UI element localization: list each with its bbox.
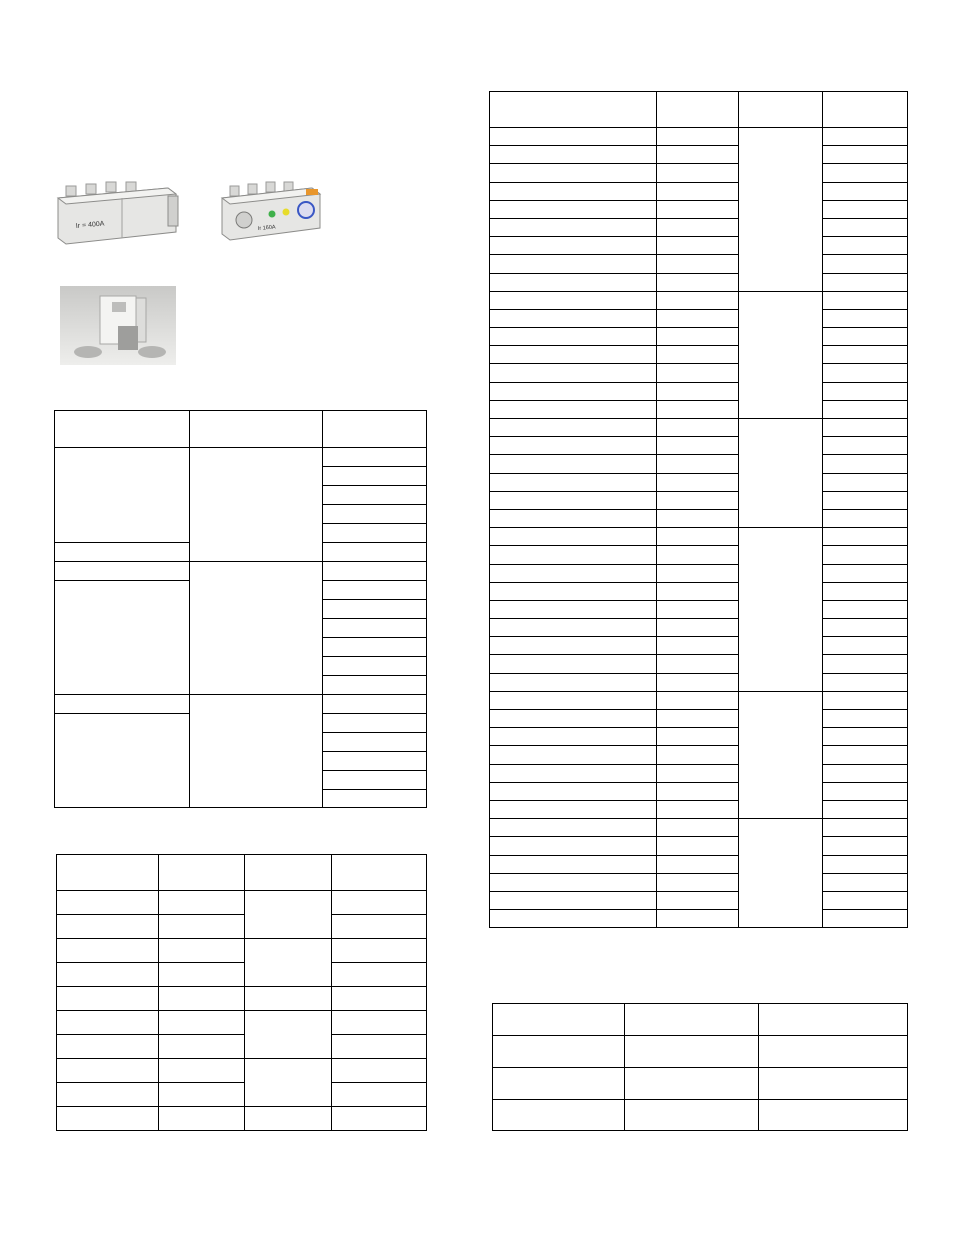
table-c	[489, 91, 908, 928]
table-cell	[823, 291, 908, 309]
table-cell	[323, 714, 427, 733]
table-cell	[490, 146, 657, 164]
table-cell	[823, 419, 908, 437]
table-cell	[490, 837, 657, 855]
table-cell	[823, 309, 908, 327]
table-cell	[823, 328, 908, 346]
table-cell	[490, 673, 657, 691]
table-b-header-cell	[159, 855, 245, 891]
table-cell	[57, 891, 159, 915]
table-cell	[323, 467, 427, 486]
table-cell	[490, 182, 657, 200]
table-row	[490, 291, 908, 309]
table-cell	[759, 1036, 908, 1068]
table-cell	[657, 400, 739, 418]
table-cell	[490, 218, 657, 236]
table-cell	[57, 1011, 159, 1035]
table-a-header-row	[55, 411, 427, 448]
table-cell	[823, 891, 908, 909]
table-row	[490, 655, 908, 673]
table-row	[55, 448, 427, 467]
table-row	[57, 939, 427, 963]
table-cell	[823, 182, 908, 200]
table-row	[490, 255, 908, 273]
table-cell	[245, 891, 332, 939]
table-cell	[332, 1011, 427, 1035]
table-row	[490, 691, 908, 709]
table-row	[490, 146, 908, 164]
table-row	[490, 273, 908, 291]
table-cell	[490, 910, 657, 928]
table-cell	[332, 891, 427, 915]
table-d-header-cell	[493, 1004, 625, 1036]
table-row	[57, 1011, 427, 1035]
table-cell	[657, 619, 739, 637]
table-cell	[823, 218, 908, 236]
table-cell	[55, 714, 190, 808]
table-row	[490, 528, 908, 546]
table-cell	[190, 695, 323, 808]
table-cell	[490, 891, 657, 909]
table-cell	[490, 273, 657, 291]
table-cell	[657, 819, 739, 837]
table-row	[55, 695, 427, 714]
table-cell	[55, 562, 190, 581]
table-cell	[323, 790, 427, 808]
table-cell	[323, 486, 427, 505]
table-cell	[490, 855, 657, 873]
table-cell	[490, 309, 657, 327]
table-cell	[190, 448, 323, 562]
table-row	[490, 218, 908, 236]
table-cell	[823, 910, 908, 928]
table-cell	[490, 419, 657, 437]
table-row	[490, 455, 908, 473]
table-cell	[490, 655, 657, 673]
table-cell	[657, 382, 739, 400]
table-cell	[823, 455, 908, 473]
table-cell	[159, 1011, 245, 1035]
table-cell	[323, 619, 427, 638]
table-row	[490, 710, 908, 728]
table-row	[490, 546, 908, 564]
table-cell	[657, 546, 739, 564]
table-row	[490, 400, 908, 418]
table-cell	[739, 528, 823, 692]
table-row	[55, 562, 427, 581]
table-cell	[159, 1083, 245, 1107]
table-cell	[55, 543, 190, 562]
table-cell	[823, 782, 908, 800]
table-a	[54, 410, 427, 808]
table-cell	[490, 528, 657, 546]
table-cell	[657, 637, 739, 655]
table-row	[57, 1059, 427, 1083]
table-cell	[657, 218, 739, 236]
table-d	[492, 1003, 908, 1131]
table-cell	[823, 364, 908, 382]
table-row	[493, 1036, 908, 1068]
table-cell	[823, 800, 908, 818]
table-cell	[490, 164, 657, 182]
table-cell	[823, 600, 908, 618]
table-cell	[323, 695, 427, 714]
table-row	[493, 1100, 908, 1131]
table-c-header-cell	[823, 92, 908, 128]
terminal-lug-icon	[60, 286, 176, 365]
table-row	[490, 673, 908, 691]
table-row	[490, 800, 908, 818]
table-row	[490, 128, 908, 146]
table-cell	[323, 771, 427, 790]
table-row	[490, 346, 908, 364]
table-cell	[823, 855, 908, 873]
table-cell	[823, 637, 908, 655]
table-cell	[823, 728, 908, 746]
table-cell	[323, 638, 427, 657]
table-cell	[823, 255, 908, 273]
table-row	[490, 619, 908, 637]
table-cell	[490, 382, 657, 400]
table-cell	[55, 695, 190, 714]
table-cell	[823, 564, 908, 582]
table-cell	[323, 657, 427, 676]
table-cell	[823, 619, 908, 637]
table-cell	[323, 505, 427, 524]
table-cell	[490, 291, 657, 309]
table-cell	[823, 746, 908, 764]
table-row	[57, 1107, 427, 1131]
table-cell	[190, 562, 323, 695]
table-c-header-cell	[657, 92, 739, 128]
table-row	[490, 182, 908, 200]
table-cell	[823, 528, 908, 546]
table-c-header-row	[490, 92, 908, 128]
table-cell	[332, 987, 427, 1011]
table-row	[490, 237, 908, 255]
table-cell	[657, 691, 739, 709]
table-cell	[739, 291, 823, 418]
table-row	[490, 600, 908, 618]
table-cell	[657, 782, 739, 800]
table-row	[57, 915, 427, 939]
table-cell	[159, 1035, 245, 1059]
table-cell	[657, 455, 739, 473]
table-cell	[823, 710, 908, 728]
table-cell	[657, 273, 739, 291]
table-cell	[490, 546, 657, 564]
table-row	[57, 1083, 427, 1107]
table-cell	[323, 524, 427, 543]
table-cell	[490, 819, 657, 837]
table-b-header-cell	[332, 855, 427, 891]
table-cell	[823, 437, 908, 455]
table-cell	[657, 837, 739, 855]
table-cell	[739, 128, 823, 292]
trip-unit-fixed-icon	[48, 180, 188, 250]
table-cell	[657, 564, 739, 582]
table-cell	[490, 455, 657, 473]
table-cell	[823, 509, 908, 527]
table-row	[490, 328, 908, 346]
table-cell	[823, 164, 908, 182]
table-cell	[490, 346, 657, 364]
table-cell	[657, 291, 739, 309]
table-cell	[657, 491, 739, 509]
table-cell	[657, 673, 739, 691]
table-cell	[55, 581, 190, 695]
table-cell	[657, 582, 739, 600]
table-cell	[159, 915, 245, 939]
table-row	[490, 764, 908, 782]
table-row	[493, 1068, 908, 1100]
table-cell	[490, 619, 657, 637]
table-row	[490, 582, 908, 600]
table-cell	[57, 987, 159, 1011]
table-cell	[657, 164, 739, 182]
table-a-header-cell	[55, 411, 190, 448]
table-cell	[739, 419, 823, 528]
table-cell	[323, 448, 427, 467]
trip-unit-1-label: Ir = 400A	[75, 220, 105, 230]
table-cell	[323, 543, 427, 562]
table-cell	[739, 691, 823, 818]
table-cell	[823, 146, 908, 164]
trip-unit-adjustable-icon	[214, 180, 326, 244]
table-cell	[657, 128, 739, 146]
table-row	[490, 873, 908, 891]
table-cell	[55, 448, 190, 543]
table-cell	[657, 855, 739, 873]
table-cell	[657, 364, 739, 382]
table-cell	[823, 819, 908, 837]
table-cell	[657, 891, 739, 909]
table-row	[490, 728, 908, 746]
table-cell	[657, 600, 739, 618]
table-cell	[657, 255, 739, 273]
table-cell	[490, 237, 657, 255]
table-cell	[657, 873, 739, 891]
table-cell	[245, 1059, 332, 1107]
table-cell	[490, 782, 657, 800]
table-cell	[490, 800, 657, 818]
trip-unit-2-label: Ir 160A	[257, 224, 276, 232]
table-cell	[823, 837, 908, 855]
table-cell	[245, 939, 332, 987]
table-cell	[823, 273, 908, 291]
table-cell	[245, 1011, 332, 1059]
table-row	[490, 491, 908, 509]
table-cell	[490, 364, 657, 382]
table-cell	[759, 1100, 908, 1131]
table-cell	[823, 200, 908, 218]
table-row	[490, 382, 908, 400]
table-cell	[490, 328, 657, 346]
table-row	[490, 855, 908, 873]
table-cell	[332, 1035, 427, 1059]
table-cell	[490, 473, 657, 491]
table-d-header-row	[493, 1004, 908, 1036]
table-cell	[159, 987, 245, 1011]
table-cell	[323, 676, 427, 695]
table-cell	[657, 419, 739, 437]
table-cell	[490, 710, 657, 728]
table-cell	[493, 1068, 625, 1100]
table-cell	[57, 939, 159, 963]
table-b	[56, 854, 427, 1131]
table-cell	[823, 691, 908, 709]
table-cell	[657, 746, 739, 764]
table-cell	[490, 255, 657, 273]
table-cell	[823, 655, 908, 673]
table-cell	[57, 1107, 159, 1131]
table-cell	[490, 564, 657, 582]
table-row	[57, 987, 427, 1011]
table-cell	[823, 473, 908, 491]
table-cell	[245, 987, 332, 1011]
table-cell	[657, 655, 739, 673]
table-cell	[823, 382, 908, 400]
table-cell	[57, 1059, 159, 1083]
table-cell	[493, 1036, 625, 1068]
table-cell	[657, 182, 739, 200]
table-d-header-cell	[625, 1004, 759, 1036]
table-cell	[332, 1059, 427, 1083]
table-cell	[759, 1068, 908, 1100]
table-row	[490, 746, 908, 764]
table-row	[490, 509, 908, 527]
table-cell	[490, 200, 657, 218]
table-cell	[245, 1107, 332, 1131]
table-cell	[625, 1068, 759, 1100]
table-cell	[657, 800, 739, 818]
table-cell	[657, 710, 739, 728]
table-cell	[490, 764, 657, 782]
table-c-header-cell	[739, 92, 823, 128]
table-cell	[823, 873, 908, 891]
table-row	[490, 782, 908, 800]
table-cell	[490, 746, 657, 764]
table-cell	[490, 691, 657, 709]
table-cell	[657, 910, 739, 928]
table-c-header-cell	[490, 92, 657, 128]
table-cell	[57, 963, 159, 987]
table-cell	[57, 1035, 159, 1059]
table-cell	[739, 819, 823, 928]
table-cell	[332, 1107, 427, 1131]
table-cell	[625, 1036, 759, 1068]
table-cell	[323, 600, 427, 619]
table-cell	[823, 400, 908, 418]
table-cell	[159, 1059, 245, 1083]
table-cell	[490, 728, 657, 746]
table-b-header-cell	[57, 855, 159, 891]
table-row	[490, 564, 908, 582]
table-cell	[657, 146, 739, 164]
table-row	[57, 1035, 427, 1059]
table-cell	[823, 128, 908, 146]
table-cell	[493, 1100, 625, 1131]
table-cell	[823, 764, 908, 782]
table-cell	[490, 437, 657, 455]
table-row	[490, 819, 908, 837]
table-row	[490, 891, 908, 909]
table-cell	[159, 963, 245, 987]
table-cell	[657, 509, 739, 527]
table-cell	[323, 733, 427, 752]
table-cell	[823, 546, 908, 564]
table-cell	[323, 562, 427, 581]
table-cell	[323, 581, 427, 600]
table-cell	[490, 637, 657, 655]
table-row	[57, 891, 427, 915]
table-cell	[657, 764, 739, 782]
table-cell	[823, 673, 908, 691]
table-cell	[490, 128, 657, 146]
table-cell	[490, 600, 657, 618]
table-b-header-cell	[245, 855, 332, 891]
table-row	[490, 910, 908, 928]
table-cell	[57, 915, 159, 939]
table-cell	[657, 200, 739, 218]
table-cell	[657, 309, 739, 327]
table-cell	[332, 1083, 427, 1107]
table-cell	[490, 873, 657, 891]
table-row	[490, 364, 908, 382]
table-cell	[490, 491, 657, 509]
table-d-header-cell	[759, 1004, 908, 1036]
table-row	[490, 164, 908, 182]
table-cell	[823, 491, 908, 509]
table-row	[490, 437, 908, 455]
table-row	[490, 837, 908, 855]
table-cell	[159, 891, 245, 915]
table-cell	[625, 1100, 759, 1131]
table-row	[490, 309, 908, 327]
table-cell	[823, 582, 908, 600]
table-a-header-cell	[323, 411, 427, 448]
table-row	[490, 637, 908, 655]
table-cell	[657, 728, 739, 746]
table-cell	[332, 963, 427, 987]
table-cell	[332, 939, 427, 963]
table-cell	[159, 1107, 245, 1131]
table-cell	[657, 346, 739, 364]
table-cell	[657, 437, 739, 455]
table-cell	[657, 237, 739, 255]
table-cell	[490, 509, 657, 527]
table-cell	[657, 328, 739, 346]
table-cell	[823, 346, 908, 364]
table-cell	[57, 1083, 159, 1107]
table-row	[57, 963, 427, 987]
table-a-header-cell	[190, 411, 323, 448]
table-cell	[823, 237, 908, 255]
table-cell	[159, 939, 245, 963]
table-cell	[490, 582, 657, 600]
table-row	[490, 200, 908, 218]
table-cell	[323, 752, 427, 771]
table-cell	[657, 528, 739, 546]
table-cell	[490, 400, 657, 418]
table-row	[490, 419, 908, 437]
table-b-header-row	[57, 855, 427, 891]
table-cell	[332, 915, 427, 939]
table-row	[490, 473, 908, 491]
table-cell	[657, 473, 739, 491]
